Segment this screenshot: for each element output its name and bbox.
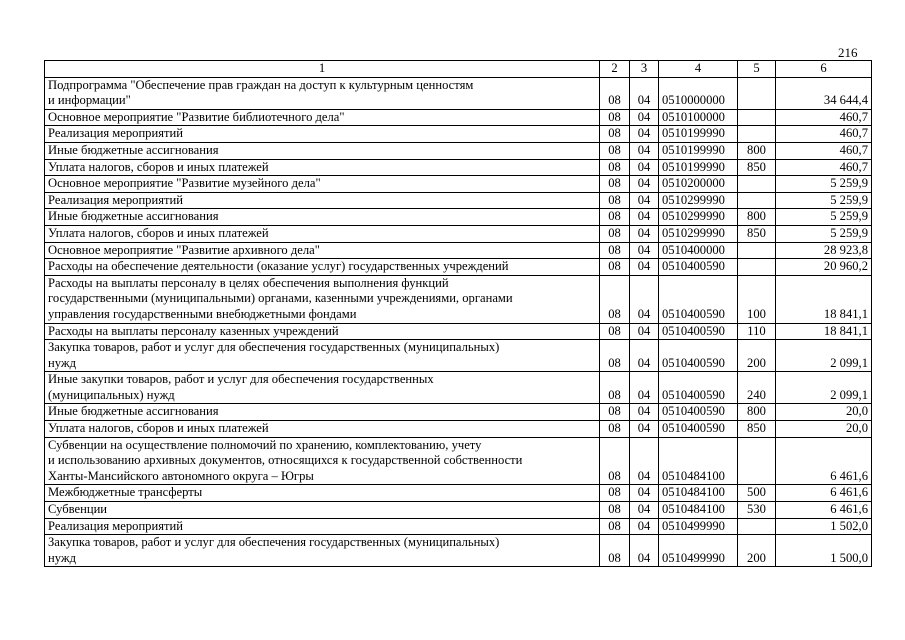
table-row	[45, 323, 872, 340]
row-expense-type: 240	[738, 372, 776, 404]
row-name: Межбюджетные трансферты	[45, 485, 600, 502]
table-row	[45, 176, 872, 193]
row-section: 08	[600, 242, 630, 259]
row-amount: 18 841,1	[776, 323, 872, 340]
row-target-article: 0510400000	[659, 242, 738, 259]
table-row	[45, 485, 872, 502]
row-subsection: 04	[630, 225, 659, 242]
row-amount: 1 500,0	[776, 535, 872, 567]
table-row	[45, 340, 872, 372]
row-amount: 6 461,6	[776, 437, 872, 485]
row-target-article: 0510000000	[659, 77, 738, 109]
row-expense-type	[738, 192, 776, 209]
table-row	[45, 192, 872, 209]
row-amount: 20 960,2	[776, 259, 872, 276]
row-amount: 20,0	[776, 421, 872, 438]
row-expense-type	[738, 259, 776, 276]
row-name: Основное мероприятие "Развитие музейного дела"	[45, 176, 600, 193]
row-target-article: 0510400590	[659, 372, 738, 404]
row-expense-type	[738, 126, 776, 143]
row-expense-type: 200	[738, 535, 776, 567]
row-section: 08	[600, 192, 630, 209]
row-subsection: 04	[630, 126, 659, 143]
row-subsection: 04	[630, 323, 659, 340]
column-header: 1	[45, 61, 600, 78]
row-target-article: 0510199990	[659, 159, 738, 176]
row-expense-type: 800	[738, 209, 776, 226]
row-name: Иные бюджетные ассигнования	[45, 142, 600, 159]
row-section: 08	[600, 126, 630, 143]
row-section: 08	[600, 77, 630, 109]
row-section: 08	[600, 225, 630, 242]
row-section: 08	[600, 404, 630, 421]
row-name: Иные бюджетные ассигнования	[45, 404, 600, 421]
row-section: 08	[600, 109, 630, 126]
table-row	[45, 275, 872, 323]
row-amount: 5 259,9	[776, 176, 872, 193]
row-target-article: 0510200000	[659, 176, 738, 193]
row-name: Субвенции на осуществление полномочий по хранению, комплектованию, учету и использованию архивных документов, относящихся к государственной собственности Ханты-Мансийского автономного округа – Югры	[45, 437, 600, 485]
row-subsection: 04	[630, 109, 659, 126]
row-expense-type: 530	[738, 502, 776, 519]
column-header: 2	[600, 61, 630, 78]
row-subsection: 04	[630, 502, 659, 519]
row-expense-type	[738, 109, 776, 126]
row-expense-type: 850	[738, 159, 776, 176]
row-name: Реализация мероприятий	[45, 126, 600, 143]
row-expense-type: 100	[738, 275, 776, 323]
row-expense-type: 800	[738, 142, 776, 159]
row-section: 08	[600, 535, 630, 567]
row-amount: 20,0	[776, 404, 872, 421]
row-subsection: 04	[630, 242, 659, 259]
row-subsection: 04	[630, 437, 659, 485]
table-row	[45, 259, 872, 276]
row-section: 08	[600, 340, 630, 372]
row-section: 08	[600, 259, 630, 276]
row-expense-type: 110	[738, 323, 776, 340]
row-amount: 6 461,6	[776, 485, 872, 502]
row-section: 08	[600, 159, 630, 176]
row-name: Закупка товаров, работ и услуг для обеспечения государственных (муниципальных) нужд	[45, 340, 600, 372]
row-section: 08	[600, 275, 630, 323]
row-target-article: 0510100000	[659, 109, 738, 126]
table-row	[45, 372, 872, 404]
row-subsection: 04	[630, 404, 659, 421]
row-section: 08	[600, 485, 630, 502]
row-section: 08	[600, 437, 630, 485]
row-subsection: 04	[630, 275, 659, 323]
table-row	[45, 535, 872, 567]
row-target-article: 0510299990	[659, 192, 738, 209]
column-header: 3	[630, 61, 659, 78]
row-subsection: 04	[630, 159, 659, 176]
row-expense-type: 200	[738, 340, 776, 372]
row-subsection: 04	[630, 340, 659, 372]
row-name: Закупка товаров, работ и услуг для обеспечения государственных (муниципальных) нужд	[45, 535, 600, 567]
column-header: 6	[776, 61, 872, 78]
row-amount: 2 099,1	[776, 340, 872, 372]
row-amount: 5 259,9	[776, 192, 872, 209]
row-name: Иные закупки товаров, работ и услуг для обеспечения государственных (муниципальных) нужд	[45, 372, 600, 404]
row-expense-type	[738, 176, 776, 193]
row-amount: 5 259,9	[776, 225, 872, 242]
row-subsection: 04	[630, 421, 659, 438]
row-section: 08	[600, 502, 630, 519]
row-subsection: 04	[630, 142, 659, 159]
row-section: 08	[600, 323, 630, 340]
row-expense-type: 500	[738, 485, 776, 502]
row-amount: 28 923,8	[776, 242, 872, 259]
row-section: 08	[600, 209, 630, 226]
table-row	[45, 77, 872, 109]
row-name: Уплата налогов, сборов и иных платежей	[45, 225, 600, 242]
row-subsection: 04	[630, 192, 659, 209]
row-target-article: 0510199990	[659, 126, 738, 143]
row-name: Основное мероприятие "Развитие архивного дела"	[45, 242, 600, 259]
row-expense-type	[738, 242, 776, 259]
row-subsection: 04	[630, 372, 659, 404]
row-expense-type	[738, 77, 776, 109]
row-target-article: 0510299990	[659, 225, 738, 242]
row-name: Реализация мероприятий	[45, 192, 600, 209]
header-row	[45, 61, 872, 78]
table-row	[45, 242, 872, 259]
row-amount: 6 461,6	[776, 502, 872, 519]
row-section: 08	[600, 372, 630, 404]
row-amount: 18 841,1	[776, 275, 872, 323]
table-row	[45, 159, 872, 176]
row-name: Уплата налогов, сборов и иных платежей	[45, 421, 600, 438]
column-header: 4	[659, 61, 738, 78]
row-name: Основное мероприятие "Развитие библиотечного дела"	[45, 109, 600, 126]
row-name: Иные бюджетные ассигнования	[45, 209, 600, 226]
row-expense-type	[738, 518, 776, 535]
row-section: 08	[600, 142, 630, 159]
row-subsection: 04	[630, 259, 659, 276]
row-target-article: 0510400590	[659, 323, 738, 340]
row-expense-type: 850	[738, 421, 776, 438]
row-target-article: 0510400590	[659, 259, 738, 276]
row-target-article: 0510484100	[659, 485, 738, 502]
table-row	[45, 109, 872, 126]
row-target-article: 0510400590	[659, 275, 738, 323]
row-target-article: 0510400590	[659, 404, 738, 421]
row-target-article: 0510484100	[659, 437, 738, 485]
row-target-article: 0510400590	[659, 340, 738, 372]
table-row	[45, 502, 872, 519]
table-row	[45, 126, 872, 143]
row-subsection: 04	[630, 535, 659, 567]
row-name: Реализация мероприятий	[45, 518, 600, 535]
table-row	[45, 437, 872, 485]
row-subsection: 04	[630, 485, 659, 502]
table-row	[45, 518, 872, 535]
row-expense-type: 800	[738, 404, 776, 421]
row-expense-type: 850	[738, 225, 776, 242]
row-target-article: 0510499990	[659, 535, 738, 567]
row-target-article: 0510199990	[659, 142, 738, 159]
table-row	[45, 142, 872, 159]
budget-table	[44, 60, 872, 567]
row-target-article: 0510400590	[659, 421, 738, 438]
row-subsection: 04	[630, 176, 659, 193]
row-name: Расходы на обеспечение деятельности (оказание услуг) государственных учреждений	[45, 259, 600, 276]
row-amount: 460,7	[776, 159, 872, 176]
row-section: 08	[600, 176, 630, 193]
row-expense-type	[738, 437, 776, 485]
table-row	[45, 209, 872, 226]
row-subsection: 04	[630, 518, 659, 535]
row-target-article: 0510299990	[659, 209, 738, 226]
row-section: 08	[600, 518, 630, 535]
row-amount: 2 099,1	[776, 372, 872, 404]
row-section: 08	[600, 421, 630, 438]
table-row	[45, 225, 872, 242]
row-amount: 1 502,0	[776, 518, 872, 535]
row-amount: 460,7	[776, 126, 872, 143]
table-row	[45, 404, 872, 421]
table-row	[45, 421, 872, 438]
column-header: 5	[738, 61, 776, 78]
row-name: Расходы на выплаты персоналу в целях обеспечения выполнения функций государственными (муниципальными) органами, казенными учреждениями, органами управления государственными внебюджетными фондами	[45, 275, 600, 323]
row-amount: 460,7	[776, 109, 872, 126]
row-name: Расходы на выплаты персоналу казенных учреждений	[45, 323, 600, 340]
row-name: Уплата налогов, сборов и иных платежей	[45, 159, 600, 176]
row-name: Субвенции	[45, 502, 600, 519]
row-amount: 5 259,9	[776, 209, 872, 226]
page-number: 216	[838, 45, 858, 60]
row-name: Подпрограмма "Обеспечение прав граждан на доступ к культурным ценностям и информации"	[45, 77, 600, 109]
row-subsection: 04	[630, 209, 659, 226]
row-amount: 34 644,4	[776, 77, 872, 109]
row-target-article: 0510484100	[659, 502, 738, 519]
row-amount: 460,7	[776, 142, 872, 159]
row-target-article: 0510499990	[659, 518, 738, 535]
row-subsection: 04	[630, 77, 659, 109]
